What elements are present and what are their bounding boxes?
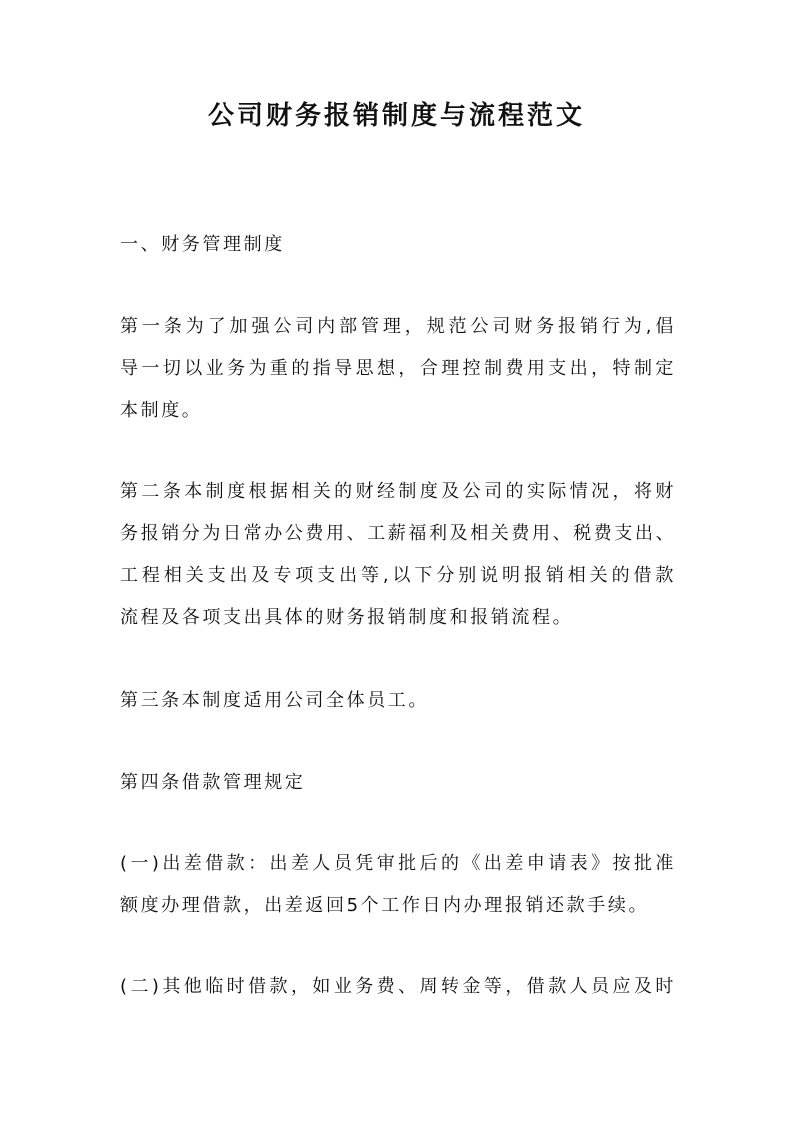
article-1-line-2: 导一切以业务为重的指导思想，合理控制费用支出，特制定 (120, 358, 676, 379)
section-heading (120, 224, 676, 266)
article-2-line-3: 工程相关支出及专项支出等,以下分别说明报销相关的借款 (120, 565, 676, 586)
article-2-line-2: 务报销分为日常办公费用、工薪福利及相关费用、税费支出、 (120, 523, 677, 544)
article-1-line-1: 第一条为了加强公司内部管理，规范公司财务报销行为,倡 (120, 316, 676, 337)
article-4-paragraph (120, 762, 676, 804)
item-1-line-1: (一)出差借款：出差人员凭审批后的《出差申请表》按批准 (120, 853, 676, 874)
article-4-line-1: 第四条借款管理规定 (120, 772, 306, 793)
article-1-line-3: 本制度。 (120, 400, 203, 421)
section-heading-text: 一、财务管理制度 (120, 234, 285, 255)
article-2-paragraph (120, 471, 676, 639)
article-3-paragraph (120, 680, 676, 722)
item-2-line-1: (二)其他临时借款，如业务费、周转金等，借款人员应及时 (120, 976, 676, 997)
item-1-line-2: 额度办理借款，出差返回5个工作日内办理报销还款手续。 (120, 895, 650, 916)
item-1-paragraph (120, 843, 676, 927)
document-title: 公司财务报销制度与流程范文 (207, 101, 585, 131)
article-2-line-1: 第二条本制度根据相关的财经制度及公司的实际情况，将财 (120, 481, 676, 502)
item-2-paragraph (120, 966, 676, 1008)
article-1-paragraph (120, 306, 676, 432)
article-2-line-4: 流程及各项支出具体的财务报销制度和报销流程。 (120, 607, 574, 628)
article-3-line-1: 第三条本制度适用公司全体员工。 (120, 690, 429, 711)
